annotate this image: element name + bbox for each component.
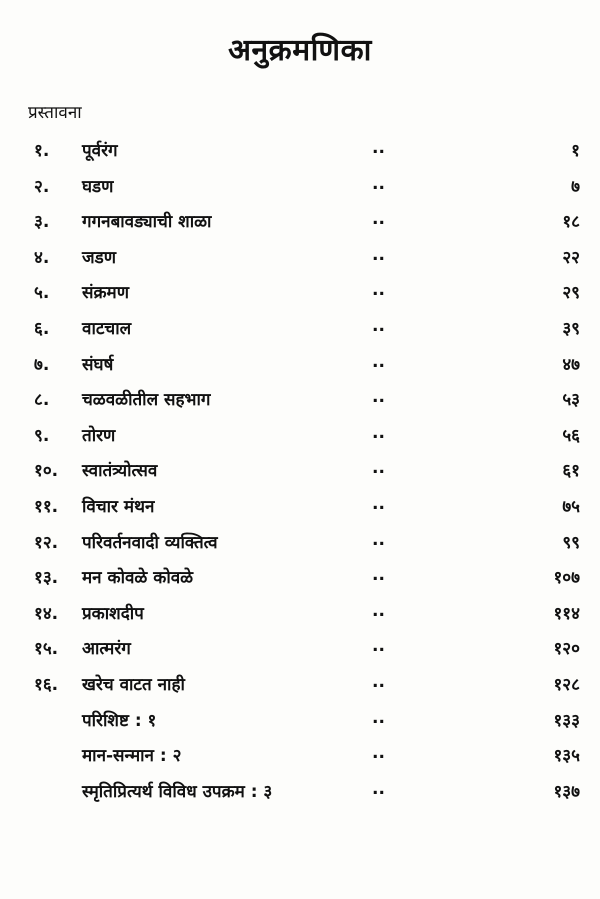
toc-row[interactable] [0,630,600,664]
page-number: ५६ [562,425,580,446]
leader-dots: .. [372,707,385,728]
toc-row[interactable] [0,737,600,771]
toc-row[interactable] [0,488,600,522]
toc-row[interactable] [0,702,600,736]
page-number: ७ [571,176,580,197]
chapter-number: ३. [34,212,50,233]
preface-heading: प्रस्तावना [28,103,82,123]
chapter-title: खरेच वाटत नाही [82,675,185,695]
toc-row[interactable] [0,524,600,558]
chapter-title: परिशिष्ट : १ [82,710,157,731]
page-number: १३७ [553,781,580,802]
chapter-title: आत्मरंग [82,639,131,660]
leader-dots: .. [372,422,385,443]
toc-row[interactable] [0,666,600,700]
toc-row[interactable] [0,132,600,166]
page-number: १३५ [553,746,580,767]
chapter-title: परिवर्तनवादी व्यक्तित्व [82,532,218,553]
chapter-title: पूर्वरंग [82,141,118,161]
page-number: २९ [562,283,580,304]
leader-dots: .. [372,636,385,657]
page-number: २२ [562,247,580,268]
toc-row[interactable] [0,168,600,202]
toc-row[interactable] [0,274,600,308]
chapter-number: ८. [34,390,50,411]
chapter-number: ७. [34,354,50,375]
toc-row[interactable] [0,773,600,807]
chapter-number: १६. [34,675,59,695]
leader-dots: .. [372,672,385,692]
chapter-title: मन कोवळे कोवळे [82,568,194,589]
leader-dots: .. [372,494,385,514]
chapter-number: १४. [34,603,59,624]
chapter-number: १०. [34,461,59,482]
leader-dots: .. [372,209,385,230]
page-number: १२० [553,639,580,660]
leader-dots: .. [372,565,385,586]
chapter-number: ५. [34,283,50,304]
page-number: ३९ [562,319,580,339]
leader-dots: .. [372,280,385,301]
chapter-number: १५. [34,639,59,660]
leader-dots: .. [372,600,385,621]
chapter-title: विचार मंथन [82,497,155,517]
page-number: ४७ [562,354,580,375]
leader-dots: .. [372,529,385,550]
toc-row[interactable] [0,203,600,237]
chapter-number: ६. [34,319,50,339]
toc-row[interactable] [0,310,600,344]
chapter-number: १२. [34,532,59,553]
chapter-number: १३. [34,568,59,589]
page-number: ५३ [562,390,580,411]
chapter-title: तोरण [82,425,116,446]
page-number: १८ [562,212,580,233]
chapter-number: ९. [34,425,50,446]
toc-row[interactable] [0,452,600,486]
toc-row[interactable] [0,239,600,273]
page-number: ७५ [562,497,580,517]
page-number: ११४ [553,603,580,624]
leader-dots: .. [372,387,385,408]
leader-dots: .. [372,173,385,194]
page-number: १०७ [553,568,580,589]
chapter-title: संक्रमण [82,283,130,304]
leader-dots: .. [372,743,385,764]
leader-dots: .. [372,778,385,799]
chapter-title: चळवळीतील सहभाग [82,390,211,411]
chapter-number: १. [34,141,50,161]
toc-row[interactable] [0,417,600,451]
chapter-number: ४. [34,247,50,268]
page-number: ९९ [562,532,580,553]
page-number: १३३ [553,710,580,731]
chapter-number: ११. [34,497,59,517]
page-number: १ [571,141,580,161]
chapter-title: प्रकाशदीप [82,603,144,624]
chapter-number: २. [34,176,50,197]
leader-dots: .. [372,316,385,336]
toc-row[interactable] [0,595,600,629]
chapter-title: वाटचाल [82,319,132,339]
page-title: अनुक्रमणिका [228,33,372,68]
chapter-title: मान-सन्मान : २ [82,746,182,767]
toc-row[interactable] [0,559,600,593]
chapter-title: जडण [82,247,116,268]
chapter-title: स्मृतिप्रित्यर्थ विविध उपक्रम : ३ [82,781,273,802]
page-number: १२८ [553,675,580,695]
toc-row[interactable] [0,381,600,415]
leader-dots: .. [372,138,385,158]
leader-dots: .. [372,244,385,265]
page-number: ६१ [562,461,580,482]
toc-row[interactable] [0,346,600,380]
leader-dots: .. [372,351,385,372]
chapter-title: संघर्ष [82,354,114,375]
leader-dots: .. [372,458,385,479]
chapter-title: स्वातंत्र्योत्सव [82,461,158,482]
chapter-title: घडण [82,176,114,197]
chapter-title: गगनबावड्याची शाळा [82,212,212,233]
